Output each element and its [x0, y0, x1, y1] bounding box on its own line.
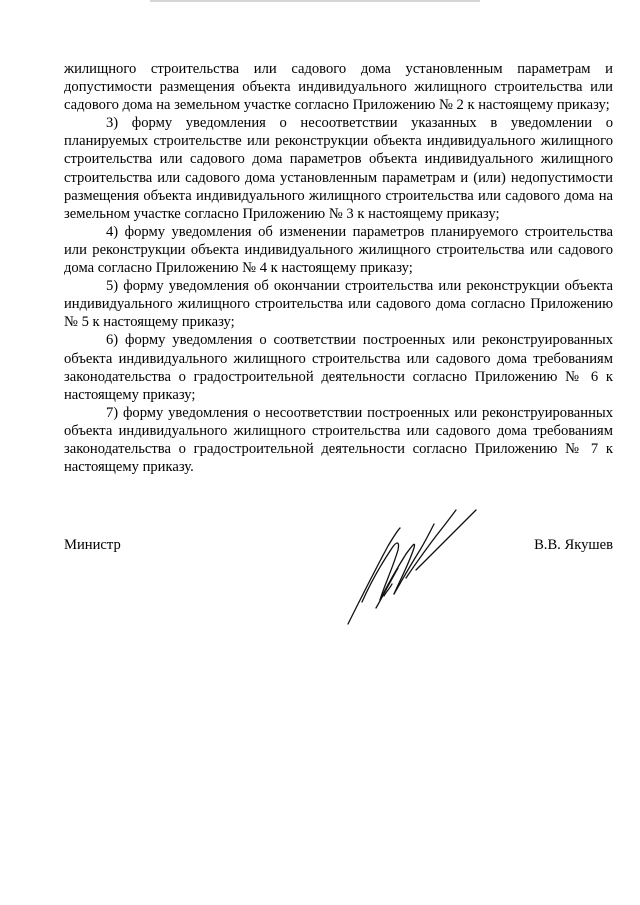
paragraph-continuation: жилищного строительства или садового дома установленным параметрам и допустимости размещения объекта индивидуального жилищного строительства или садового дома на земельном участке согласно Приложению № 2 к настоящему приказу;: [64, 61, 613, 114]
handwritten-signature: [340, 500, 480, 630]
document-body: [64, 60, 613, 476]
signer-title: Министр: [64, 537, 121, 553]
scan-edge-mark: [150, 0, 480, 2]
paragraph-item-3: 3) форму уведомления о несоответствии указанных в уведомлении о планируемых строительстве или реконструкции объекта индивидуального жилищного строительства или садового дома параметров объекта индивидуального жилищного строительства или садового дома установленным параметрам и (или) недопустимости размещения объекта индивидуального жилищного строительства или садового дома на земельном участке согласно Приложению № 3 к настоящему приказу;: [64, 115, 613, 222]
signature-block: [64, 536, 613, 556]
signer-name: В.В. Якушев: [534, 537, 613, 553]
paragraph-item-6: 6) форму уведомления о соответствии построенных или реконструированных объекта индивидуального жилищного строительства или садового дома требованиям законодательства о градостроительной деятельности согласно Приложению № 6 к настоящему приказу;: [64, 332, 613, 403]
paragraph-item-7: 7) форму уведомления о несоответствии построенных или реконструированных объекта индивидуального жилищного строительства или садового дома требованиям законодательства о градостроительной деятельности согласно Приложению № 7 к настоящему приказу.: [64, 404, 613, 476]
paragraph-item-5: 5) форму уведомления об окончании строительства или реконструкции объекта индивидуального жилищного строительства или садового дома согласно Приложению № 5 к настоящему приказу;: [64, 278, 613, 331]
paragraph-item-4: 4) форму уведомления об изменении параметров планируемого строительства или реконструкции объекта индивидуального жилищного строительства или садового дома согласно Приложению № 4 к настоящему приказу;: [64, 223, 613, 277]
